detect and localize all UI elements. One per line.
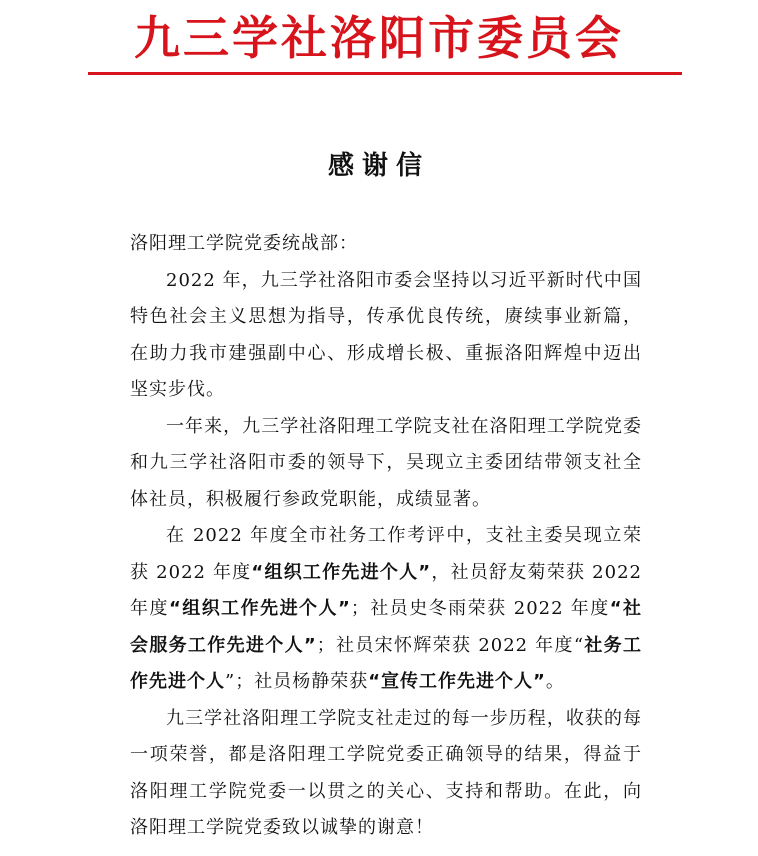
award-organization-1: “组织工作先进个人” <box>251 561 432 583</box>
p3-text-2: ，社员舒友菊荣获 2022 年度 <box>130 561 642 619</box>
organization-header-title: 九三学社洛阳市委员会 <box>134 11 624 65</box>
p3-text-3: ；社员史冬雨荣获 2022 年度 <box>350 598 610 619</box>
award-publicity: “宣传工作先进个人” <box>368 671 546 692</box>
letter-title: 感谢信 <box>327 151 430 181</box>
p3-text-1: 在 2022 年度全市社务工作考评中，支社主委吴现立荣获 2022 年度 <box>130 525 642 583</box>
award-society-affairs: 社务工作先进个人 <box>130 634 642 692</box>
letter-body <box>130 226 642 847</box>
p3-text-6: 。 <box>545 671 565 692</box>
salutation: 洛阳理工学院党委统战部： <box>130 233 358 254</box>
paragraph-3 <box>130 518 642 701</box>
paragraph-2: 一年来，九三学社洛阳理工学院支社在洛阳理工学院党委和九三学社洛阳市委的领导下，吴现立主委团结带领支社全体社员，积极履行参政党职能，成绩显著。 <box>130 415 642 510</box>
header-red-rule <box>88 72 682 75</box>
p3-text-5: ”；社员杨静荣获 <box>225 671 369 692</box>
paragraph-4: 九三学社洛阳理工学院支社走过的每一步历程，收获的每一项荣誉，都是洛阳理工学院党委正确领导的结果，得益于洛阳理工学院党委一以贯之的关心、支持和帮助。在此，向洛阳理工学院党委致以诚挚的谢意！ <box>130 707 642 838</box>
award-social-service: “社会服务工作先进个人” <box>130 598 642 656</box>
paragraph-1: 2022 年，九三学社洛阳市委会坚持以习近平新时代中国特色社会主义思想为指导，传承优良传统，赓续事业新篇，在助力我市建强副中心、形成增长极、重振洛阳辉煌中迈出坚实步伐。 <box>130 269 642 400</box>
p3-text-4: ；社员宋怀辉荣获 2022 年度“ <box>316 634 585 656</box>
award-organization-2: “组织工作先进个人” <box>168 598 351 619</box>
